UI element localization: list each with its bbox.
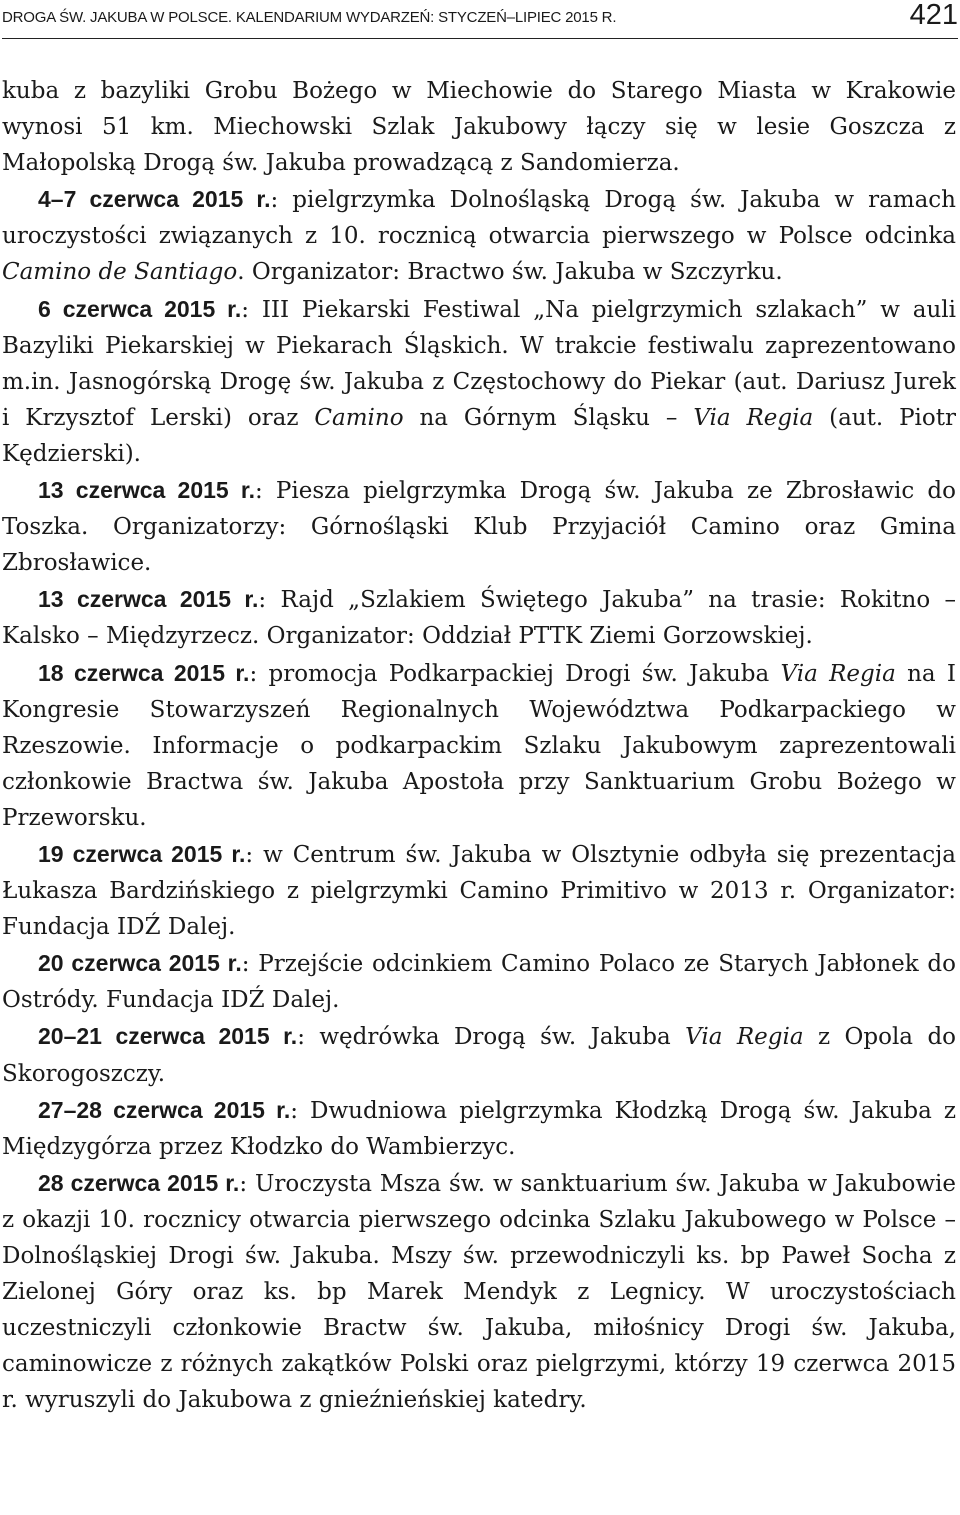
running-title: DROGA ŚW. JAKUBA W POLSCE. KALENDARIUM WYDARZEŃ: STYCZEŃ–LIPIEC 2015 R. — [2, 9, 617, 26]
entry-text: : wędrówka Drogą św. Jakuba — [297, 1024, 686, 1051]
event-date: 27–28 czerwca 2015 r. — [38, 1096, 291, 1123]
italic-title: Via Regia — [685, 1024, 804, 1051]
entry-text: : III Piekarski Festiwal „Na pielgrzymich szlakach” w auli Bazyliki Piekarskiej w Piekarach Śląskich. W trakcie festiwalu zaprezentowano m.in. Jasnogórską Drogę św. Jakuba z Częstochowy do Piekar (aut. Dariusz Jurek i Krzysztof Lerski) oraz — [2, 296, 956, 431]
event-date: 18 czerwca 2015 r. — [38, 659, 250, 686]
event-entry — [2, 181, 956, 290]
event-entry — [2, 945, 956, 1018]
italic-title: Via Regia — [780, 660, 896, 687]
event-date: 20–21 czerwca 2015 r. — [38, 1023, 298, 1050]
event-date: 13 czerwca 2015 r. — [38, 586, 259, 613]
entry-text: : Dwudniowa pielgrzymka Kłodzką Drogą św. Jakuba z Międzygórza przez Kłodzko do Wambierzyc. — [2, 1097, 957, 1160]
event-entry — [2, 655, 956, 836]
event-entry — [2, 291, 956, 472]
entry-text: . Organizator: Bractwo św. Jakuba w Szczyrku. — [237, 259, 783, 286]
event-date: 20 czerwca 2015 r. — [38, 950, 242, 977]
entry-text: kuba z bazyliki Grobu Bożego w Miechowie do Starego Miasta w Krakowie wynosi 51 km. Miechowski Szlak Jakubowy łączy się w lesie Goszcza z Małopolską Drogą św. Jakuba prowadzącą z Sandomierza. — [2, 78, 956, 177]
event-entry — [2, 472, 956, 581]
event-entry — [2, 581, 956, 654]
entry-text: (aut. Piotr Kędzierski). — [2, 404, 956, 467]
entry-text: : Piesza pielgrzymka Drogą św. Jakuba ze Zbrosławic do Toszka. Organizatorzy: Górnośląski Klub Przyjaciół Camino oraz Gmina Zbrosławice. — [2, 478, 956, 577]
event-date: 19 czerwca 2015 r. — [38, 840, 246, 867]
entry-text: : w Centrum św. Jakuba w Olsztynie odbyła się prezentacja Łukasza Bardzińskiego z pielgrzymki Camino Primitivo w 2013 r. Organizator: Fundacja IDŹ Dalej. — [2, 841, 956, 941]
italic-title: Camino de Santiago — [2, 259, 238, 286]
continued-paragraph — [2, 73, 956, 181]
event-entry — [2, 1165, 956, 1419]
event-date: 6 czerwca 2015 r. — [38, 295, 242, 322]
entry-text: na Górnym Śląsku – — [403, 404, 694, 431]
running-header — [2, 0, 958, 39]
entry-text: : Rajd „Szlakiem Świętego Jakuba” na trasie: Rokitno – Kalsko – Międzyrzecz. Organizator: Oddział PTTK Ziemi Gorzowskiej. — [2, 587, 956, 650]
page-number: 421 — [909, 0, 958, 31]
event-entry — [2, 1092, 956, 1165]
event-entry — [2, 1018, 956, 1091]
entry-text: : promocja Podkarpackiej Drogi św. Jakuba — [249, 660, 781, 687]
event-date: 4–7 czerwca 2015 r. — [38, 186, 271, 213]
entry-text: : Przejście odcinkiem Camino Polaco ze Starych Jabłonek do Ostródy. Fundacja IDŹ Dalej. — [2, 951, 956, 1014]
italic-title: Camino — [314, 404, 404, 431]
entry-text: : Uroczysta Msza św. w sanktuarium św. Jakuba w Jakubowie z okazji 10. rocznicy otwarcia pierwszego odcinka Szlaku Jakubowego w Polsce – Dolnośląskiej Drogi św. Jakuba. Mszy św. przewodniczyli ks. bp Paweł Socha z Zielonej Góry oraz ks. bp Marek Mendyk z Legnicy. W uroczystościach uczestniczyli członkowie Bractw św. Jakuba, miłośnicy Drogi św. Jakuba, caminowicze z różnych zakątków Polski oraz pielgrzymi, którzy 19 czerwca 2015 r. wyruszyli do Jakubowa z gnieźnieńskiej katedry. — [2, 1170, 956, 1414]
event-date: 13 czerwca 2015 r. — [38, 477, 256, 504]
entry-text: na I Kongresie Stowarzyszeń Regionalnych Województwa Podkarpackiego w Rzeszowie. Informacje o podkarpackim Szlaku Jakubowym zaprezentowali członkowie Bractwa św. Jakuba Apostoła przy Sanktuarium Grobu Bożego w Przeworsku. — [2, 660, 957, 831]
event-entry — [2, 836, 956, 945]
event-date: 28 czerwca 2015 r. — [38, 1169, 240, 1196]
entry-text: z Opola do Skorogoszczy. — [2, 1024, 957, 1087]
entry-text: : pielgrzymka Dolnośląską Drogą św. Jakuba w ramach uroczystości związanych z 10. rocznicą otwarcia pierwszego w Polsce odcinka — [2, 187, 956, 250]
body-text — [2, 73, 956, 1418]
italic-title: Via Regia — [693, 404, 814, 431]
